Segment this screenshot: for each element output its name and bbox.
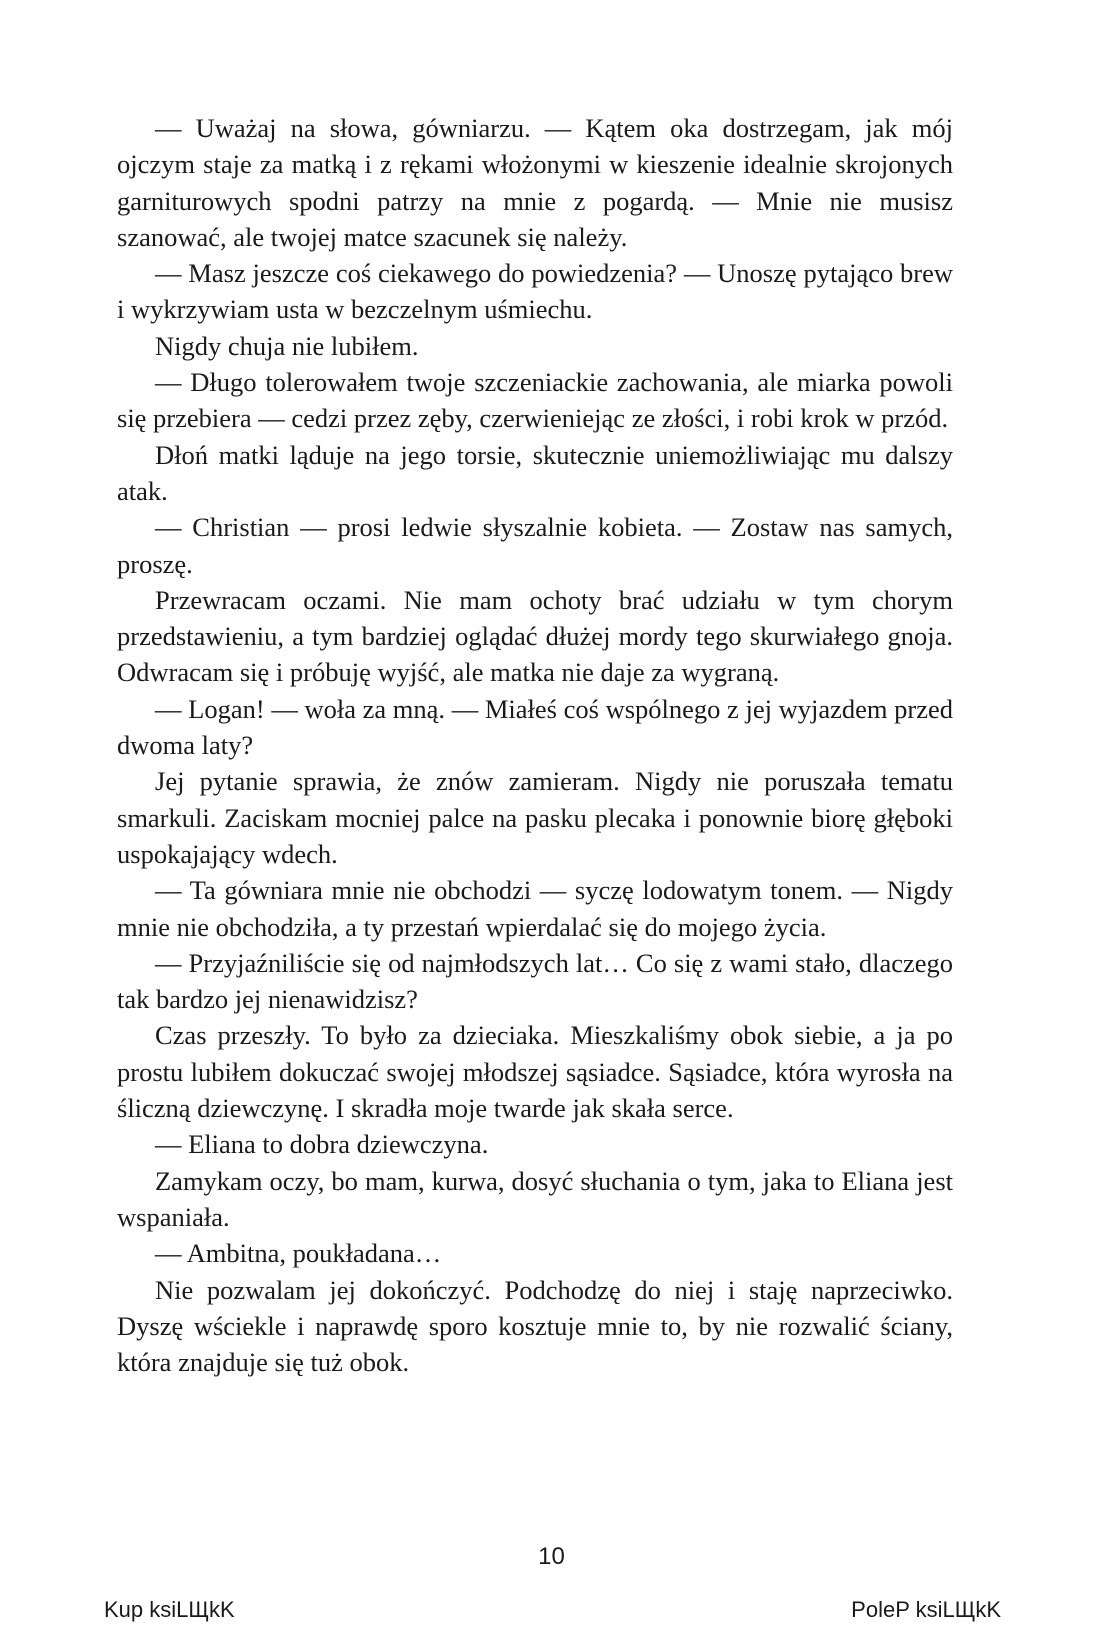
footer-recommend-book-link[interactable]: PoleP ksiLЩkK: [851, 1597, 1001, 1622]
paragraph-4: — Długo tolerowałem twoje szczeniackie zachowania, ale miarka powoli się przebiera — cedzi przez zęby, czerwieniejąc ze złości, i robi krok w przód.: [117, 367, 953, 434]
paragraph-1: — Uważaj na słowa, gówniarzu. — Kątem oka dostrzegam, jak mój ojczym staje za matką i z rękami włożonymi w kieszenie idealnie skrojonych garniturowych spodni patrzy na mnie z pogardą. — Mnie nie musisz szanować, ale twojej matce szacunek się należy.: [117, 113, 953, 252]
paragraph-12: Czas przeszły. To było za dzieciaka. Mieszkaliśmy obok siebie, a ja po prostu lubiłem dokuczać swojej młodszej sąsiadce. Sąsiadce, która wyrosła na śliczną dziewczynę. I skradła moje twarde jak skała serce.: [117, 1020, 953, 1124]
paragraph-11: — Przyjaźniliście się od najmłodszych lat… Co się z wami stało, dlaczego tak bardzo jej nienawidzisz?: [117, 947, 953, 1015]
paragraph-8: — Logan! — woła za mną. — Miałeś coś wspólnego z jej wyjazdem przed dwoma laty?: [117, 693, 953, 761]
paragraph-7: Przewracam oczami. Nie mam ochoty brać udziału w tym chorym przedstawieniu, a tym bardziej oglądać dłużej mordy tego skurwiałego gnoja. Odwracam się i próbuję wyjść, ale matka nie daje za wygraną.: [117, 584, 953, 688]
page-number: 10: [538, 1543, 565, 1570]
paragraph-13: — Eliana to dobra dziewczyna.: [155, 1129, 489, 1160]
footer-buy-book-link[interactable]: Kup ksiLЩkK: [104, 1597, 235, 1622]
paragraph-5: Dłoń matki ląduje na jego torsie, skutecznie uniemożliwiając mu dalszy atak.: [117, 439, 953, 506]
paragraph-16: Nie pozwalam jej dokończyć. Podchodzę do niej i staję naprzeciwko. Dyszę wściekle i naprawdę sporo kosztuje mnie to, by nie rozwalić ściany, która znajduje się tuż obok.: [117, 1274, 953, 1378]
paragraph-15: — Ambitna, poukładana…: [155, 1238, 442, 1269]
paragraph-10: — Ta gówniara mnie nie obchodzi — syczę lodowatym tonem. — Nigdy mnie nie obchodziła, a ty przestań wpierdalać się do mojego życia.: [117, 875, 953, 942]
paragraph-14: Zamykam oczy, bo mam, kurwa, dosyć słuchania o tym, jaka to Eliana jest wspaniała.: [117, 1165, 953, 1232]
body-text: [117, 110, 953, 1380]
paragraph-2: — Masz jeszcze coś ciekawego do powiedzenia? — Unoszę pytająco brew i wykrzywiam usta w bezczelnym uśmiechu.: [117, 258, 953, 325]
paragraph-9: Jej pytanie sprawia, że znów zamieram. Nigdy nie poruszała tematu smarkuli. Zaciskam mocniej palce na pasku plecaka i ponownie biorę głęboki uspokajający wdech.: [117, 766, 953, 869]
paragraph-3: Nigdy chuja nie lubiłem.: [155, 330, 419, 361]
paragraph-6: — Christian — prosi ledwie słyszalnie kobieta. — Zostaw nas samych, proszę.: [117, 512, 953, 579]
